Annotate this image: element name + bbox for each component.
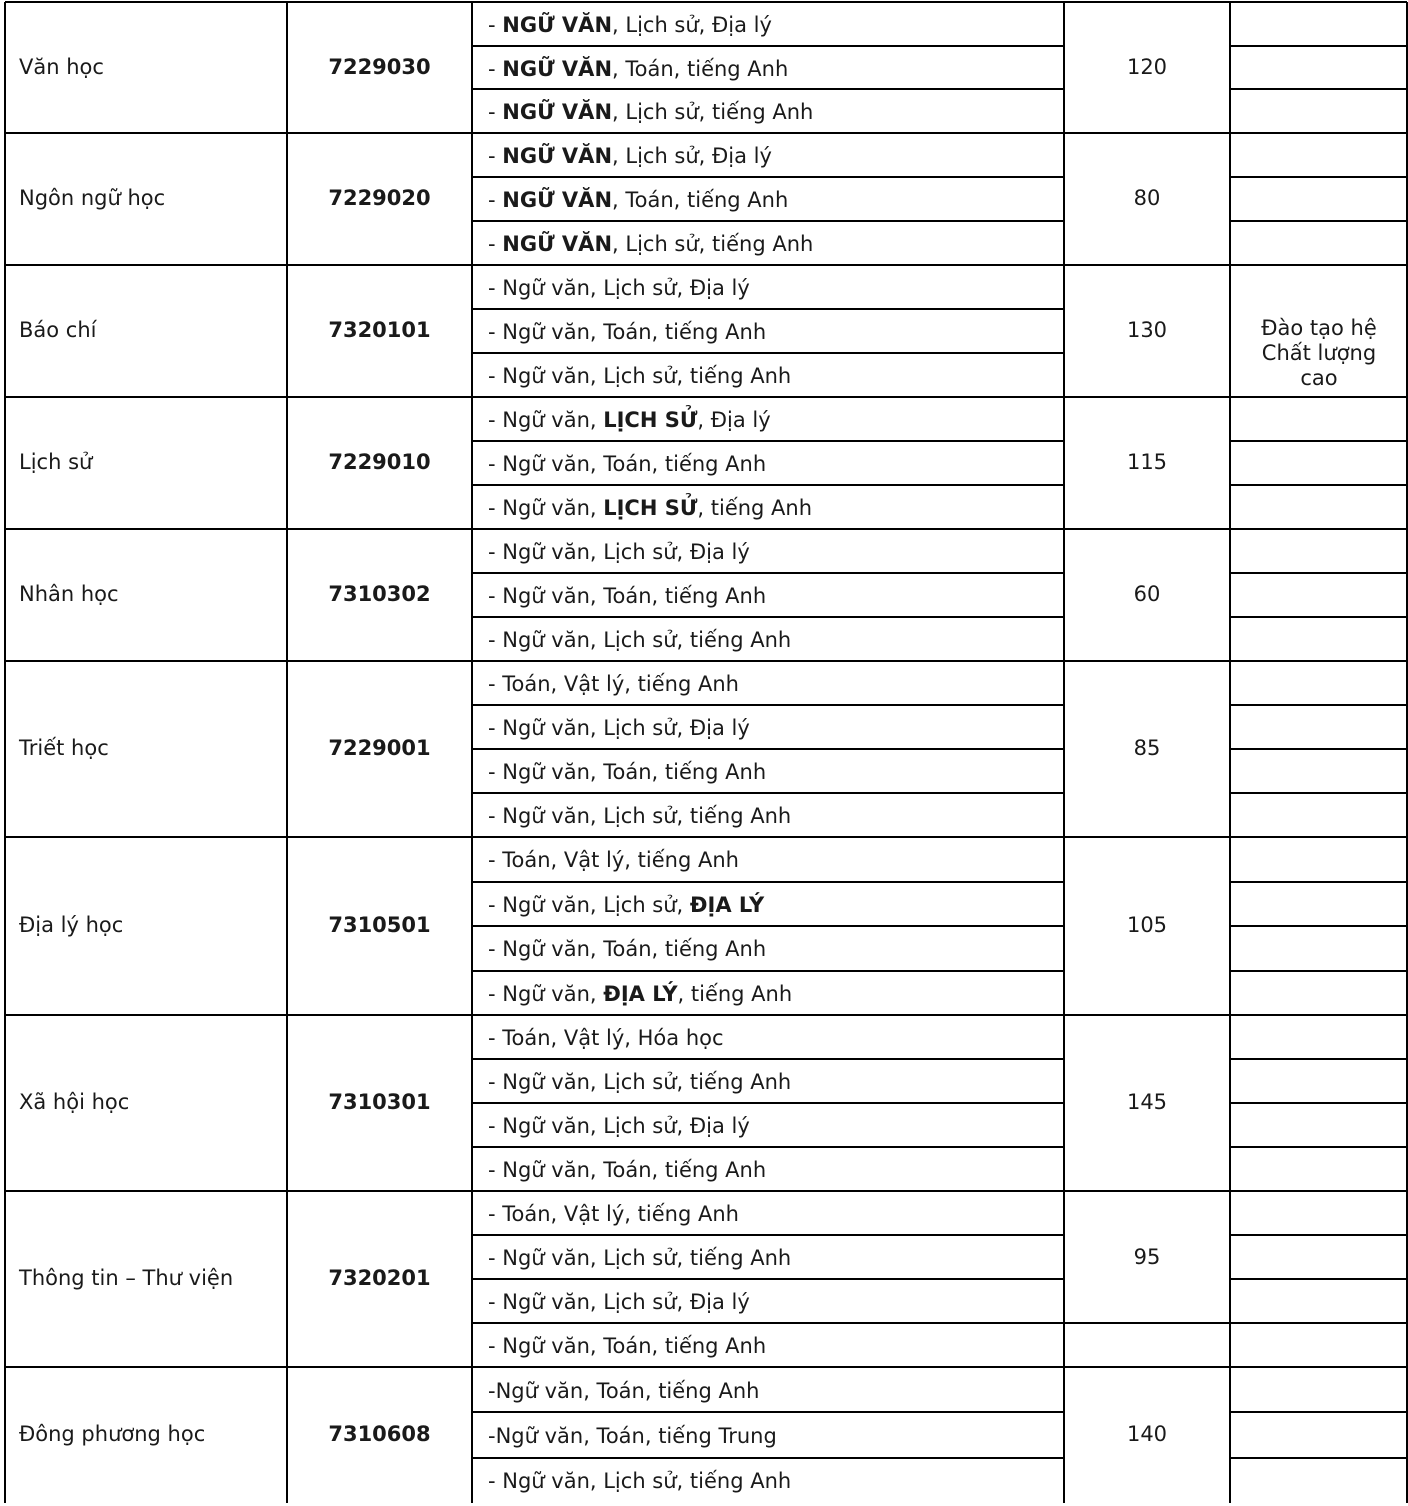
quota-divider <box>1064 1322 1230 1324</box>
note-divider <box>1230 1278 1407 1280</box>
subject-combination <box>488 762 766 783</box>
note-divider <box>1230 88 1407 90</box>
quota-value: 60 <box>1133 582 1161 606</box>
major-name: Thông tin – Thư viện <box>19 1266 234 1290</box>
subject-text: , Lịch sử, tiếng Anh <box>612 232 814 256</box>
subject-text: - Ngữ văn, <box>488 408 604 432</box>
subject-combination <box>488 850 739 871</box>
note-divider <box>1230 925 1407 927</box>
subject-combination <box>488 102 813 123</box>
note-divider <box>1230 792 1407 794</box>
note-divider <box>1230 440 1407 442</box>
quota-value: 95 <box>1133 1245 1161 1269</box>
highlighted-subject: ĐỊA LÝ <box>603 981 678 1006</box>
subject-combination <box>488 1248 791 1269</box>
major-name: Lịch sử <box>19 450 93 474</box>
major-name: Văn học <box>19 54 104 79</box>
major-code: 7229020 <box>328 186 431 210</box>
combo-divider <box>472 484 1064 486</box>
subject-text: -Ngữ văn, Toán, tiếng Trung <box>488 1424 777 1448</box>
program-note-line: Đào tạo hệ <box>1261 316 1377 340</box>
subject-text: - <box>488 144 503 168</box>
subject-combination <box>488 1204 739 1225</box>
note-divider <box>1230 616 1407 618</box>
combo-divider <box>472 352 1064 354</box>
note-divider <box>1230 1411 1407 1413</box>
program-note-line: Chất lượng <box>1261 341 1377 365</box>
quota-value: 85 <box>1133 736 1161 760</box>
combo-divider <box>472 881 1064 883</box>
subject-text: , Lịch sử, Địa lý <box>612 12 772 37</box>
combo-divider <box>472 616 1064 618</box>
subject-text: - Ngữ văn, Lịch sử, Địa lý <box>488 1114 750 1138</box>
major-code: 7310608 <box>328 1422 431 1446</box>
note-divider <box>1230 1457 1407 1459</box>
combo-divider <box>472 1278 1064 1280</box>
program-note-line: cao <box>1300 366 1338 390</box>
subject-combination <box>488 1292 750 1313</box>
highlighted-subject: NGỮ VĂN <box>502 12 613 37</box>
subject-text: - <box>488 232 503 256</box>
quota-value: 115 <box>1126 450 1168 474</box>
subject-text: - Ngữ văn, Toán, tiếng Anh <box>488 1334 767 1358</box>
subject-combination <box>488 278 750 299</box>
combo-divider <box>472 308 1064 310</box>
combo-divider <box>472 1058 1064 1060</box>
highlighted-subject: NGỮ VĂN <box>502 56 613 81</box>
subject-text: - Ngữ văn, <box>488 981 604 1006</box>
major-code: 7310301 <box>328 1090 431 1114</box>
major-name: Xã hội học <box>19 1090 130 1114</box>
subject-combination <box>488 674 739 695</box>
major-code: 7320201 <box>328 1266 431 1290</box>
major-code: 7310501 <box>328 913 431 937</box>
note-divider <box>1230 572 1407 574</box>
combo-divider <box>472 176 1064 178</box>
subject-combination <box>488 366 791 387</box>
note-divider <box>1230 45 1407 47</box>
subject-combination <box>488 56 789 81</box>
subject-combination <box>488 981 793 1006</box>
combo-divider <box>472 792 1064 794</box>
combo-divider <box>472 1457 1064 1459</box>
subject-text: , Toán, tiếng Anh <box>612 56 789 81</box>
note-divider <box>1230 1322 1407 1324</box>
note-divider <box>1230 1234 1407 1236</box>
subject-text: - Ngữ văn, Lịch sử, Địa lý <box>488 716 750 740</box>
note-divider <box>1230 1102 1407 1104</box>
subject-combination <box>488 892 765 917</box>
highlighted-subject: NGỮ VĂN <box>502 144 613 168</box>
major-code: 7229001 <box>328 736 431 760</box>
major-code: 7320101 <box>328 318 431 342</box>
subject-text: - Ngữ văn, <box>488 496 604 520</box>
subject-text: , Địa lý <box>697 408 771 432</box>
highlighted-subject: ĐỊA LÝ <box>689 892 765 917</box>
subject-combination <box>488 806 791 827</box>
quota-value: 145 <box>1126 1090 1168 1114</box>
combo-divider <box>472 1234 1064 1236</box>
combo-divider <box>472 925 1064 927</box>
note-divider <box>1230 1058 1407 1060</box>
quota-value: 105 <box>1126 913 1168 937</box>
combo-divider <box>472 220 1064 222</box>
combo-divider <box>472 1322 1064 1324</box>
subject-combination <box>488 1160 766 1181</box>
combo-divider <box>472 440 1064 442</box>
subject-text: - Ngữ văn, Lịch sử, Địa lý <box>488 540 750 564</box>
subject-text: - Ngữ văn, Lịch sử, tiếng Anh <box>488 1246 792 1270</box>
subject-text: - Ngữ văn, Lịch sử, tiếng Anh <box>488 1469 792 1494</box>
subject-text: , tiếng Anh <box>697 496 813 520</box>
subject-text: - Ngữ văn, Lịch sử, tiếng Anh <box>488 364 792 388</box>
subject-combination <box>488 939 766 960</box>
subject-text: - Toán, Vật lý, tiếng Anh <box>488 672 739 696</box>
subject-text: - Toán, Vật lý, tiếng Anh <box>488 848 739 873</box>
note-divider <box>1230 1146 1407 1148</box>
combo-divider <box>472 1146 1064 1148</box>
quota-value: 120 <box>1126 54 1168 79</box>
major-name: Địa lý học <box>19 913 124 937</box>
subject-text: - Ngữ văn, Lịch sử, tiếng Anh <box>488 628 792 652</box>
highlighted-subject: NGỮ VĂN <box>502 100 613 125</box>
row-divider <box>5 528 1407 530</box>
subject-combination <box>488 542 750 563</box>
subject-text: , tiếng Anh <box>677 981 793 1006</box>
highlighted-subject: NGỮ VĂN <box>502 232 613 256</box>
major-name: Nhân học <box>19 582 119 606</box>
subject-text: - <box>488 188 503 212</box>
subject-combination <box>488 1116 750 1137</box>
combo-divider <box>472 1411 1064 1413</box>
subject-combination <box>488 410 771 431</box>
subject-text: - Ngữ văn, Lịch sử, Địa lý <box>488 1290 750 1314</box>
program-note <box>1231 316 1407 391</box>
subject-text: - Toán, Vật lý, tiếng Anh <box>488 1202 739 1226</box>
subject-text: , Toán, tiếng Anh <box>612 188 789 212</box>
subject-combination <box>488 1336 766 1357</box>
major-code: 7229010 <box>328 450 431 474</box>
combo-divider <box>472 970 1064 972</box>
row-divider <box>5 396 1407 398</box>
major-name: Triết học <box>19 736 109 760</box>
subject-text: - Ngữ văn, Lịch sử, Địa lý <box>488 276 750 300</box>
subject-combination <box>488 322 766 343</box>
combo-divider <box>472 45 1064 47</box>
quota-value: 130 <box>1126 318 1168 342</box>
table-border-top <box>5 1 1407 3</box>
combo-divider <box>472 1102 1064 1104</box>
subject-text: - Ngữ văn, Toán, tiếng Anh <box>488 584 767 608</box>
quota-value: 80 <box>1133 186 1161 210</box>
combo-divider <box>472 748 1064 750</box>
subject-text: - Ngữ văn, Lịch sử, <box>488 892 690 917</box>
subject-text: - Ngữ văn, Toán, tiếng Anh <box>488 937 767 962</box>
subject-combination <box>488 190 788 211</box>
combo-divider <box>472 704 1064 706</box>
row-divider <box>5 1014 1407 1016</box>
subject-combination <box>488 498 812 519</box>
major-name: Đông phương học <box>19 1422 206 1446</box>
subject-combination <box>488 234 813 255</box>
subject-text: - <box>488 12 503 37</box>
subject-combination <box>488 1072 791 1093</box>
subject-combination <box>488 630 791 651</box>
note-divider <box>1230 970 1407 972</box>
row-divider <box>5 1366 1407 1368</box>
subject-text: - Ngữ văn, Toán, tiếng Anh <box>488 1158 767 1182</box>
row-divider <box>5 836 1407 838</box>
note-divider <box>1230 704 1407 706</box>
subject-combination <box>488 1378 760 1403</box>
subject-combination <box>488 146 772 167</box>
major-code: 7229030 <box>328 54 431 79</box>
major-name: Ngôn ngữ học <box>19 186 166 210</box>
row-divider <box>5 660 1407 662</box>
combo-divider <box>472 572 1064 574</box>
highlighted-subject: LỊCH SỬ <box>603 496 698 520</box>
subject-combination <box>488 1471 791 1492</box>
subject-text: - <box>488 100 503 125</box>
note-divider <box>1230 220 1407 222</box>
note-divider <box>1230 484 1407 486</box>
subject-text: - Toán, Vật lý, Hóa học <box>488 1026 724 1050</box>
subject-text: - Ngữ văn, Lịch sử, tiếng Anh <box>488 804 792 828</box>
row-divider <box>5 1190 1407 1192</box>
subject-text: - Ngữ văn, Toán, tiếng Anh <box>488 452 767 476</box>
combo-divider <box>472 88 1064 90</box>
row-divider <box>5 264 1407 266</box>
highlighted-subject: NGỮ VĂN <box>502 188 613 212</box>
highlighted-subject: LỊCH SỬ <box>603 408 698 432</box>
column-divider-0 <box>4 2 6 1503</box>
subject-combination <box>488 454 766 475</box>
subject-text: -Ngữ văn, Toán, tiếng Anh <box>488 1378 760 1403</box>
subject-text: - <box>488 56 503 81</box>
note-divider <box>1230 176 1407 178</box>
subject-combination <box>488 718 750 739</box>
subject-combination <box>488 12 772 37</box>
subject-text: - Ngữ văn, Toán, tiếng Anh <box>488 760 767 784</box>
row-divider <box>5 132 1407 134</box>
major-code: 7310302 <box>328 582 431 606</box>
subject-text: , Lịch sử, tiếng Anh <box>612 100 814 125</box>
quota-value: 140 <box>1126 1422 1168 1446</box>
subject-combination <box>488 586 766 607</box>
subject-text: - Ngữ văn, Lịch sử, tiếng Anh <box>488 1070 792 1094</box>
note-divider <box>1230 748 1407 750</box>
note-divider <box>1230 881 1407 883</box>
major-name: Báo chí <box>19 318 97 342</box>
subject-combination <box>488 1028 724 1049</box>
subject-text: , Lịch sử, Địa lý <box>612 144 772 168</box>
subject-text: - Ngữ văn, Toán, tiếng Anh <box>488 320 767 344</box>
subject-combination <box>488 1426 777 1447</box>
